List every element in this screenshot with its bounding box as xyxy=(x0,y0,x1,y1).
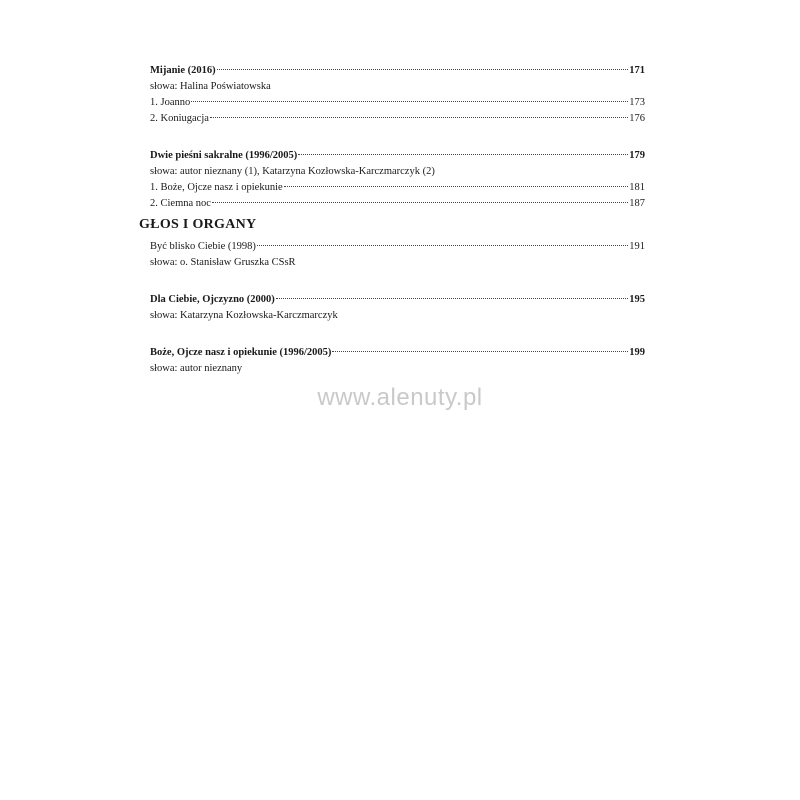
dot-leader xyxy=(210,117,628,118)
toc-entry-boze xyxy=(150,181,645,197)
toc-entry-dla-ciebie xyxy=(150,293,645,309)
toc-entry-title: Mijanie (2016) xyxy=(150,65,216,76)
toc-entry-title: 2. Koniugacja xyxy=(150,113,209,124)
dot-leader xyxy=(298,154,628,155)
dot-leader xyxy=(217,69,629,70)
toc-section-2 xyxy=(150,240,645,378)
dot-leader xyxy=(332,351,628,352)
toc-entry-title: Dla Ciebie, Ojczyzno (2000) xyxy=(150,294,275,305)
toc-section-1 xyxy=(150,64,645,213)
toc-entry-subtitle: słowa: autor nieznany xyxy=(150,363,243,374)
toc-entry-page: 181 xyxy=(629,182,645,193)
dot-leader xyxy=(191,101,628,102)
toc-entry-boze-ojcze xyxy=(150,346,645,362)
toc-entry-title: 1. Boże, Ojcze nasz i opiekunie xyxy=(150,182,283,193)
dot-leader xyxy=(257,245,628,246)
toc-entry-page: 199 xyxy=(629,347,645,358)
toc-entry-subtitle: słowa: autor nieznany (1), Katarzyna Kozłowska-Karczmarczyk (2) xyxy=(150,166,435,177)
toc-entry-subtitle: słowa: Katarzyna Kozłowska-Karczmarczyk xyxy=(150,310,338,321)
toc-entry-page: 176 xyxy=(629,113,645,124)
toc-entry-page: 187 xyxy=(629,198,645,209)
watermark: www.alenuty.pl xyxy=(317,384,483,411)
dot-leader xyxy=(212,202,628,203)
toc-entry-koniugacja xyxy=(150,112,645,128)
toc-entry-page: 191 xyxy=(629,241,645,252)
toc-entry-page: 195 xyxy=(629,294,645,305)
toc-entry-page: 173 xyxy=(629,97,645,108)
toc-entry-title: Dwie pieśni sakralne (1996/2005) xyxy=(150,150,298,161)
toc-entry-title: 1. Joanno xyxy=(150,97,191,108)
toc-entry-title: Być blisko Ciebie (1998) xyxy=(150,241,256,252)
dot-leader xyxy=(276,298,628,299)
toc-entry-subtitle: słowa: Halina Poświatowska xyxy=(150,81,271,92)
toc-entry-mijanie xyxy=(150,64,645,80)
toc-entry-title: 2. Ciemna noc xyxy=(150,198,211,209)
toc-entry-page: 171 xyxy=(629,65,645,76)
section-heading: GŁOS I ORGANY xyxy=(139,217,257,232)
toc-entry-joanno xyxy=(150,96,645,112)
toc-entry-byc-blisko xyxy=(150,240,645,256)
toc-entry-dwie-piesni xyxy=(150,149,645,165)
toc-entry-title: Boże, Ojcze nasz i opiekunie (1996/2005) xyxy=(150,347,332,358)
toc-entry-subtitle: słowa: o. Stanisław Gruszka CSsR xyxy=(150,257,296,268)
dot-leader xyxy=(284,186,629,187)
toc-entry-page: 179 xyxy=(629,150,645,161)
toc-entry-ciemna-noc xyxy=(150,197,645,213)
